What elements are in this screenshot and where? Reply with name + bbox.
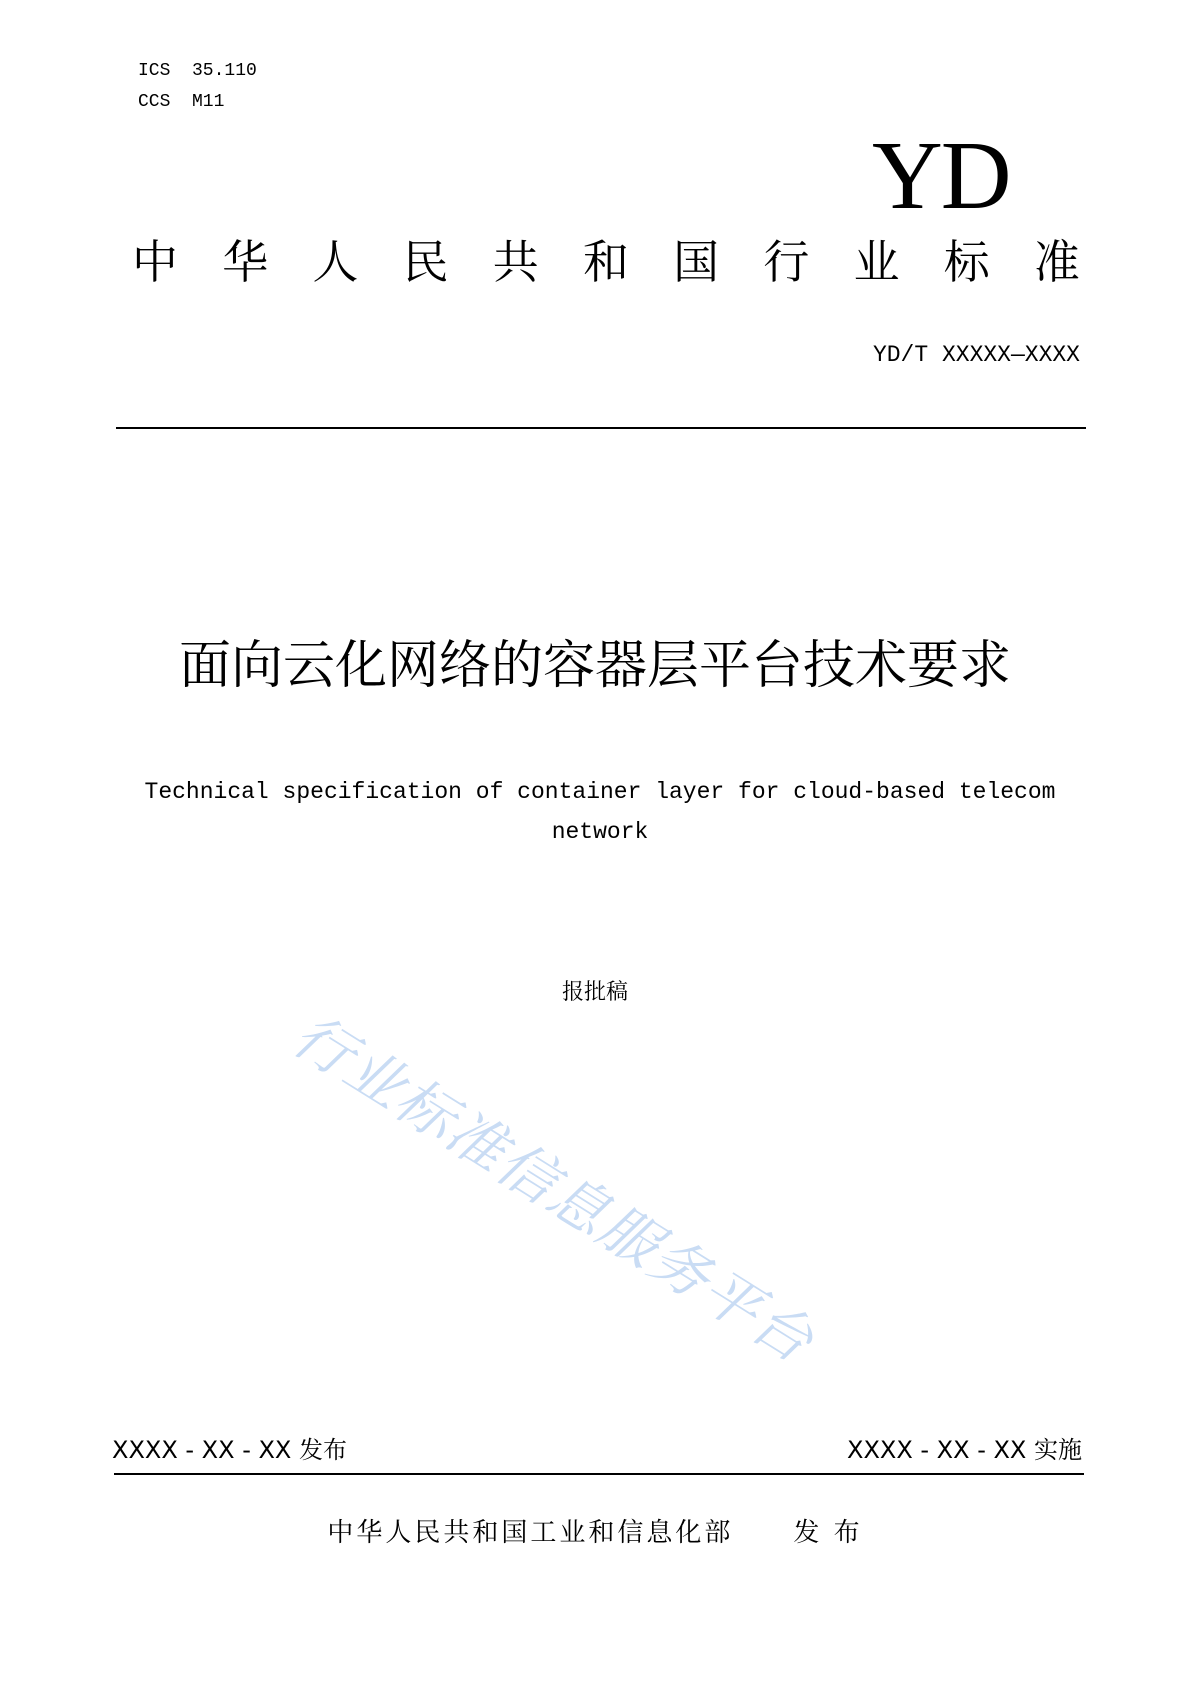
issuer-name: 中华人民共和国工业和信息化部 bbox=[327, 1518, 734, 1548]
watermark: 行业标准信息服务平台 bbox=[281, 1000, 827, 1377]
publish-date: XXXX - XX - XX 发布 bbox=[112, 1436, 347, 1464]
standard-title bbox=[132, 232, 1080, 292]
yd-logo: YD bbox=[872, 122, 1010, 230]
classification-codes bbox=[138, 56, 257, 118]
standard-title-char: 行 bbox=[763, 235, 810, 289]
ics-code: ICS 35.110 bbox=[138, 61, 257, 81]
issuer-line bbox=[0, 1515, 1190, 1551]
standard-title-char: 民 bbox=[402, 235, 449, 289]
bottom-divider bbox=[114, 1473, 1084, 1475]
effective-date: XXXX - XX - XX 实施 bbox=[847, 1436, 1082, 1464]
issue-word: 发 布 bbox=[793, 1518, 863, 1548]
top-divider bbox=[116, 427, 1086, 429]
draft-status: 报批稿 bbox=[561, 980, 628, 1005]
standard-title-char: 华 bbox=[222, 235, 269, 289]
standard-title-char: 共 bbox=[492, 235, 539, 289]
standard-number: YD/T XXXXX—XXXX bbox=[872, 342, 1080, 368]
document-title-chinese: 面向云化网络的容器层平台技术要求 bbox=[178, 636, 1011, 696]
document-title-english: Technical specification of container layer for cloud-based telecom network bbox=[144, 779, 1056, 845]
standard-title-char: 准 bbox=[1033, 235, 1080, 289]
standard-title-char: 和 bbox=[582, 235, 629, 289]
standard-title-char: 业 bbox=[853, 235, 900, 289]
standard-title-char: 标 bbox=[943, 235, 990, 289]
standard-title-char: 国 bbox=[673, 235, 720, 289]
ccs-code: CCS M11 bbox=[138, 92, 225, 112]
standard-title-char: 中 bbox=[132, 235, 178, 289]
standard-title-char: 人 bbox=[312, 235, 359, 289]
